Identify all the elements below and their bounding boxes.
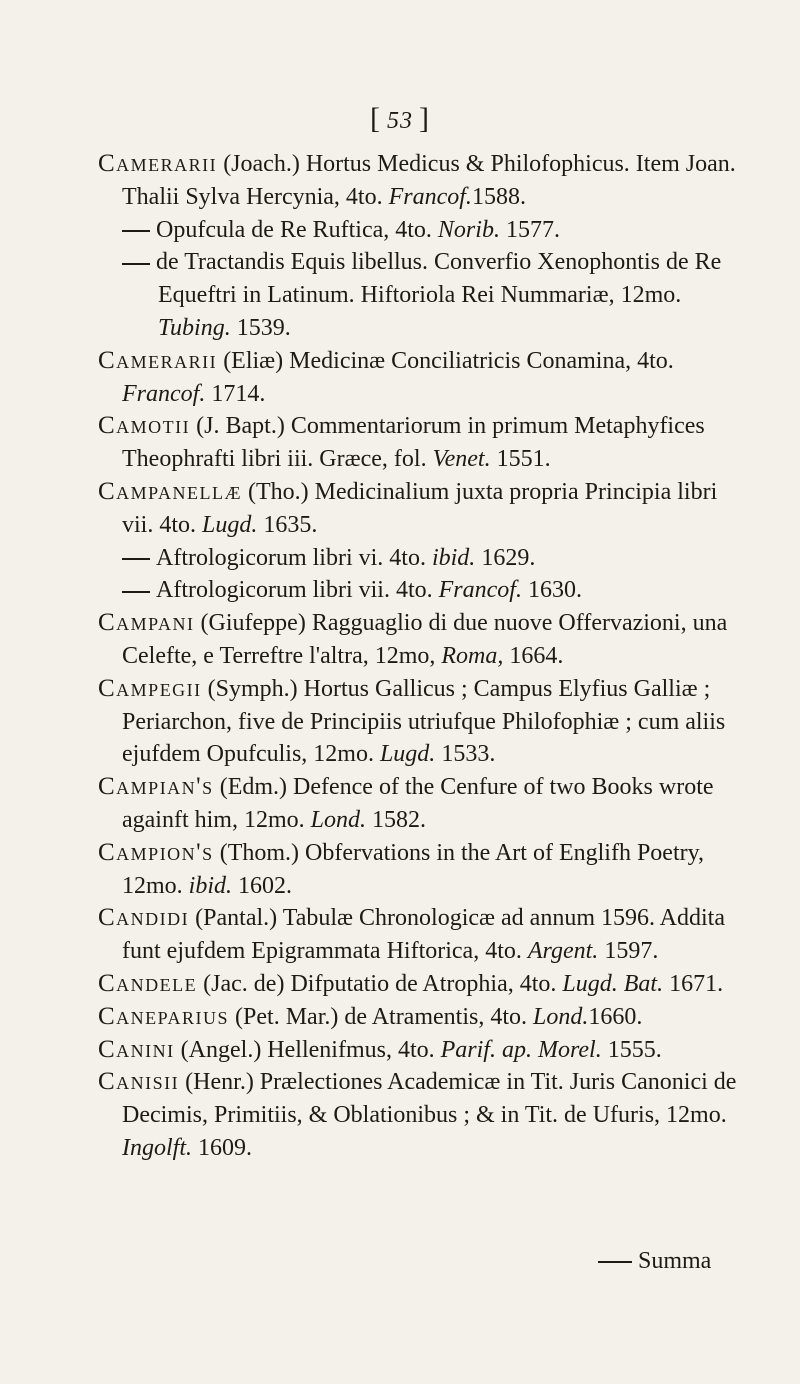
entry-author: Canini bbox=[98, 1035, 175, 1063]
entry-place: ibid. bbox=[188, 872, 233, 899]
page-number-open-bracket: [ bbox=[370, 102, 381, 135]
entry-author: Camerarii bbox=[98, 150, 218, 177]
catalogue-entry bbox=[98, 902, 748, 968]
catalogue-entry bbox=[98, 837, 748, 903]
entry-author: Campion's bbox=[98, 838, 214, 866]
entry-title: (Pantal.) Tabulæ Chronologicæ ad annum 1596. Addita funt ejufdem Epigrammata Hiftorica, 4to. bbox=[122, 905, 725, 965]
entry-year: 1664. bbox=[503, 642, 564, 669]
ditto-dash bbox=[122, 558, 150, 560]
entry-title: Aftrologicorum libri vi. 4to. bbox=[156, 544, 432, 571]
ditto-dash bbox=[122, 263, 150, 265]
entry-place: Francof. bbox=[122, 380, 206, 407]
catalogue-entry bbox=[98, 968, 748, 1001]
catalogue-entry bbox=[98, 1066, 748, 1164]
entry-place: Francof. bbox=[388, 183, 472, 210]
catalogue-entries bbox=[98, 148, 748, 1165]
catalogue-subentry bbox=[98, 246, 748, 344]
entry-author: Campegii bbox=[98, 674, 202, 702]
entry-title: (Henr.) Prælectiones Academicæ in Tit. Juris Canonici de Decimis, Primitiis, & Oblationibus ; & in Tit. de Ufuris, 12mo. bbox=[122, 1069, 737, 1129]
entry-title: (Pet. Mar.) de Atramentis, 4to. bbox=[229, 1003, 533, 1030]
ditto-dash bbox=[122, 230, 150, 232]
entry-author: Campian's bbox=[98, 773, 214, 801]
entry-title: Opufcula de Re Ruftica, 4to. bbox=[156, 216, 438, 243]
entry-title: (Joach.) Hortus Medicus & Philofophicus. Item Joan. Thalii Sylva Hercynia, 4to. bbox=[122, 151, 736, 210]
entry-author: Campani bbox=[98, 609, 195, 637]
entry-year: 1582. bbox=[366, 806, 426, 833]
entry-place: Venet. bbox=[432, 446, 491, 473]
entry-year: 1714. bbox=[205, 380, 266, 407]
entry-place: Lond. bbox=[533, 1003, 589, 1030]
catalogue-entry bbox=[98, 771, 748, 837]
entry-year: 1597. bbox=[598, 938, 659, 965]
ditto-dash bbox=[122, 591, 150, 593]
entry-author: Camerarii bbox=[98, 346, 218, 374]
entry-author: Canisii bbox=[98, 1068, 180, 1096]
page-number-value: 53 bbox=[387, 108, 413, 134]
entry-title: de Tractandis Equis libellus. Converfio Xenophontis de Re Equeftri in Latinum. Hiftoriola Rei Nummariæ, 12mo. bbox=[156, 249, 722, 309]
entry-place: Tubing. bbox=[158, 314, 231, 341]
entry-year: 1660. bbox=[588, 1003, 643, 1030]
entry-year: 1539. bbox=[230, 314, 291, 341]
entry-year: 1629. bbox=[475, 544, 536, 571]
catalogue-subentry bbox=[98, 574, 748, 607]
entry-place: Norib. bbox=[437, 216, 500, 243]
entry-year: 1630. bbox=[521, 577, 582, 604]
entry-year: 1671. bbox=[663, 970, 724, 997]
entry-title: (Angel.) Hellenifmus, 4to. bbox=[174, 1036, 441, 1063]
entry-title: (Eliæ) Medicinæ Conciliatricis Conamina, 4to. bbox=[217, 347, 674, 374]
entry-place: Lugd. bbox=[202, 511, 258, 538]
entry-year: 1609. bbox=[192, 1134, 252, 1161]
entry-place: Argent. bbox=[527, 938, 599, 965]
entry-author: Candele bbox=[98, 969, 198, 997]
entry-year: 1588. bbox=[471, 183, 526, 210]
catalogue-entry bbox=[98, 1034, 748, 1067]
entry-place: Lugd. Bat. bbox=[562, 970, 664, 997]
entry-author: Candidi bbox=[98, 904, 190, 932]
entry-author: Campanellæ bbox=[98, 477, 243, 505]
catalogue-entry bbox=[98, 410, 748, 476]
entry-title: Aftrologicorum libri vii. 4to. bbox=[156, 577, 439, 604]
entry-place: Lugd. bbox=[379, 741, 436, 768]
entry-year: 1551. bbox=[490, 446, 551, 473]
catchword-text: Summa bbox=[638, 1248, 712, 1274]
catalogue-entry bbox=[98, 1001, 748, 1034]
catalogue-entry bbox=[98, 476, 748, 542]
catchword bbox=[598, 1248, 711, 1275]
entry-place: Ingolft. bbox=[122, 1134, 192, 1161]
page-number-close-bracket: ] bbox=[419, 102, 430, 135]
catalogue-entry bbox=[98, 673, 748, 771]
entry-title: (Tho.) Medicinalium juxta propria Principia libri vii. 4to. bbox=[122, 478, 718, 538]
catalogue-subentry bbox=[98, 214, 748, 247]
entry-year: 1533. bbox=[435, 741, 496, 768]
entry-title: (J. Bapt.) Commentariorum in primum Metaphyfices Theophrafti libri iii. Græce, fol. bbox=[122, 413, 705, 473]
catalogue-entry bbox=[98, 345, 748, 411]
entry-place: Roma, bbox=[441, 642, 504, 669]
catchword-dash bbox=[598, 1261, 632, 1263]
catalogue-entry bbox=[98, 607, 748, 673]
entry-place: ibid. bbox=[431, 544, 476, 571]
entry-place: Parif. ap. Morel. bbox=[440, 1036, 602, 1063]
entry-year: 1602. bbox=[232, 872, 293, 899]
entry-place: Lond. bbox=[310, 806, 366, 833]
entry-title: (Jac. de) Difputatio de Atrophia, 4to. bbox=[197, 970, 563, 997]
entry-author: Caneparius bbox=[98, 1002, 230, 1030]
entry-title: (Symph.) Hortus Gallicus ; Campus Elyfius Galliæ ; Periarchon, five de Principiis utriufque Philofophiæ ; cum aliis ejufdem Opufculis, 12mo. bbox=[122, 675, 726, 768]
entry-place: Francof. bbox=[438, 577, 522, 604]
entry-title: (Giufeppe) Ragguaglio di due nuove Offervazioni, una Celefte, e Terreftre l'altra, 12mo, bbox=[122, 610, 728, 669]
entry-year: 1577. bbox=[499, 216, 560, 243]
entry-year: 1555. bbox=[601, 1036, 662, 1063]
page-number bbox=[0, 102, 800, 136]
entry-author: Camotii bbox=[98, 412, 191, 440]
catalogue-entry bbox=[98, 148, 748, 214]
entry-year: 1635. bbox=[257, 511, 318, 538]
catalogue-subentry bbox=[98, 542, 748, 575]
entry-title: (Edm.) Defence of the Cenfure of two Books wrote againft him, 12mo. bbox=[122, 774, 714, 833]
entry-title: (Thom.) Obfervations in the Art of Englifh Poetry, 12mo. bbox=[122, 839, 705, 899]
